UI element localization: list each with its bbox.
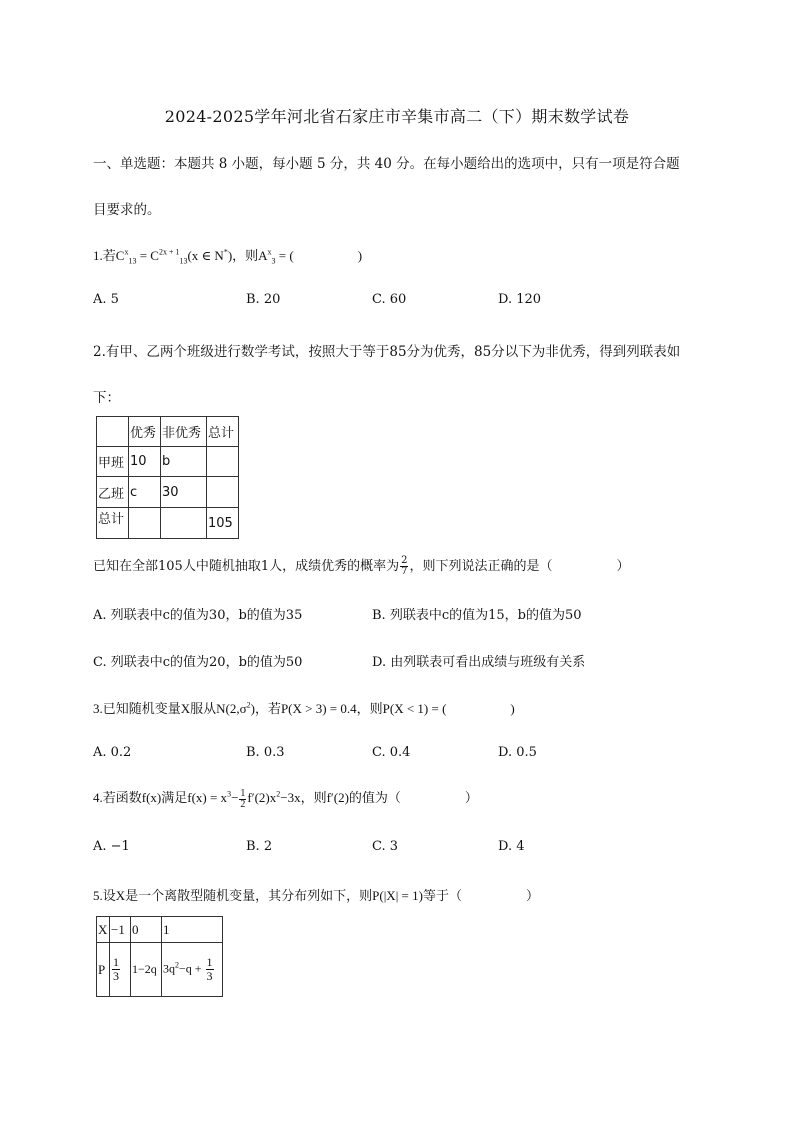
table-header-row: [97, 417, 239, 447]
table-cell: 1: [162, 917, 223, 943]
table-row: [97, 447, 239, 477]
q1-option-c: C. 60: [372, 292, 407, 307]
table-cell: 10: [129, 447, 161, 477]
question-2-line1: 2.有甲、乙两个班级进行数学考试，按照大于等于85分为优秀，85分以下为非优秀，得到列联表如: [93, 344, 681, 360]
fraction: $\frac{1}{3}$: [206, 955, 213, 983]
question-4: 4.若函数f(x)满足$f(x) = x^3-$ $\frac{1}{2}$ $f'(2)x^2-3x$，则f′(2)的值为（ ）: [93, 787, 478, 810]
fraction: $\frac{1}{3}$: [113, 955, 119, 983]
q3-option-d: D. 0.5: [498, 745, 537, 760]
q4-option-a: A. −1: [93, 839, 130, 854]
fraction: $\frac{2}{7}$: [401, 555, 408, 577]
table-cell: 30: [161, 477, 207, 508]
table-cell: 乙班: [97, 477, 129, 508]
question-3: 3.已知随机变量X服从$N(2,\sigma^2)$，若P(X > 3) = 0.4，则P(X < 1) = ( ): [93, 700, 515, 716]
q1-option-d: D. 120: [498, 292, 542, 307]
fraction: $\frac{1}{2}$: [240, 787, 246, 810]
page-title: 2024-2025学年河北省石家庄市辛集市高二（下）期末数学试卷: [164, 107, 630, 126]
question-2-line2: 下：: [93, 390, 120, 406]
table-cell: 0: [131, 917, 162, 943]
section-heading-line2: 目要求的。: [93, 202, 161, 218]
q3-option-b: B. 0.3: [246, 745, 285, 760]
q1-option-b: B. 20: [246, 292, 281, 307]
table-row: [97, 477, 239, 508]
table-cell: [129, 508, 161, 539]
table-cell: $3q^2-q$ + $\frac{1}{3}$: [162, 943, 223, 997]
table-cell: 1−2q: [131, 943, 162, 997]
section-heading-line1: 一、单选题：本题共 8 小题，每小题 5 分，共 40 分。在每小题给出的选项中，只有一项是符合题: [93, 156, 680, 172]
question-1: 1.若$C^x_{13} = C^{2x + 1}_{13}(x$ ∈ N*)，则$A^x_3$ = ( ): [93, 247, 363, 266]
table-cell: [207, 477, 239, 508]
table-cell: 甲班: [97, 447, 129, 477]
table-cell: [207, 447, 239, 477]
table-cell: 总计: [97, 508, 129, 539]
contingency-table: [96, 416, 239, 539]
q1-option-a: A. 5: [93, 292, 119, 307]
q3-option-c: C. 0.4: [372, 745, 411, 760]
table-cell: [161, 508, 207, 539]
table-row: [97, 508, 239, 539]
table-header-cell: 非优秀: [161, 417, 207, 447]
q2-option-c: C. 列联表中c的值为20，b的值为50: [93, 655, 303, 670]
q4-option-c: C. 3: [372, 839, 399, 854]
table-header-cell: 总计: [207, 417, 239, 447]
q2-option-b: B. 列联表中c的值为15，b的值为50: [372, 608, 582, 623]
q4-option-b: B. 2: [246, 839, 273, 854]
table-cell: [97, 417, 129, 447]
question-5: 5.设X是一个离散型随机变量，其分布列如下，则P(|X| = 1)等于（ ）: [93, 888, 539, 903]
q3-option-a: A. 0.2: [93, 745, 132, 760]
q2-option-d: D. 由列联表可看出成绩与班级有关系: [372, 655, 586, 670]
table-cell: −1: [110, 917, 131, 943]
table-cell: P: [97, 943, 110, 997]
table-cell: b: [161, 447, 207, 477]
q4-option-d: D. 4: [498, 839, 525, 854]
table-cell: c: [129, 477, 161, 508]
table-cell: 105: [207, 508, 239, 539]
table-header-cell: 优秀: [129, 417, 161, 447]
distribution-table: [96, 916, 223, 997]
table-cell: X: [97, 917, 110, 943]
q2-option-a: A. 列联表中c的值为30，b的值为35: [93, 608, 303, 623]
table-cell: [110, 943, 131, 997]
table-row: [97, 917, 223, 943]
table-row: [97, 943, 223, 997]
question-2-stem: 已知在全部105人中随机抽取1人，成绩优秀的概率为 $\frac{2}{7}$ ，则下列说法正确的是（ ）: [93, 555, 630, 577]
